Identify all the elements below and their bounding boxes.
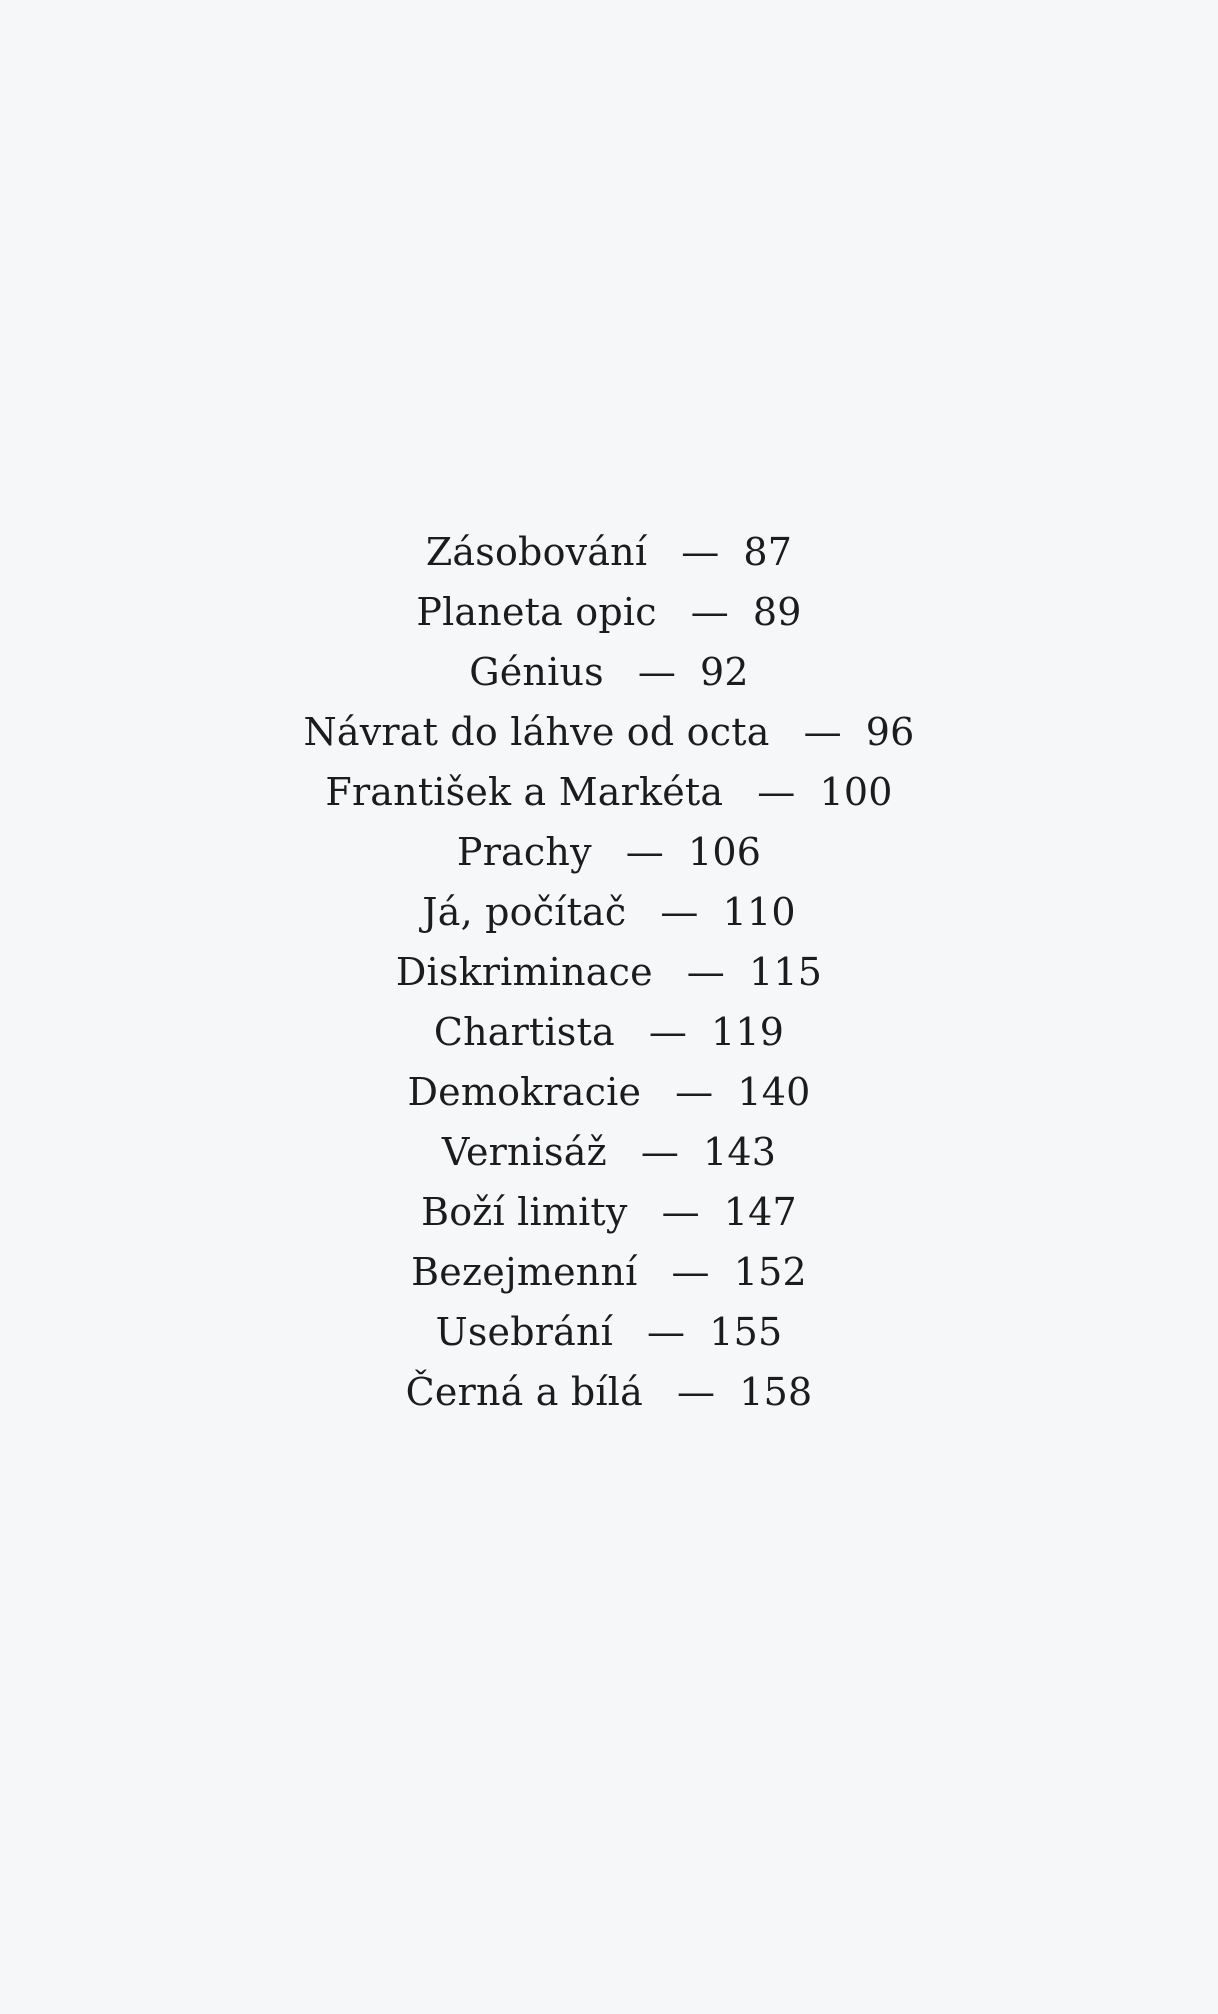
toc-entry: [0, 1062, 1218, 1122]
toc-entry-page: 147: [723, 1190, 797, 1234]
toc-entry-page: 100: [819, 770, 893, 814]
toc-entry: [0, 1002, 1218, 1062]
toc-entry: [0, 702, 1218, 762]
toc-entry: [0, 762, 1218, 822]
toc-entry-title: Vernisáž: [441, 1130, 607, 1174]
toc-entry-dash: —: [690, 590, 729, 634]
toc-entry-dash: —: [675, 1070, 714, 1114]
toc-entry-dash: —: [660, 890, 699, 934]
toc-entry: [0, 1242, 1218, 1302]
toc-entry-title: Návrat do láhve od octa: [303, 710, 770, 754]
toc-entry-page: 96: [865, 710, 915, 754]
toc-entry-page: 106: [687, 830, 762, 874]
table-of-contents: [0, 522, 1218, 1422]
toc-entry-title: František a Markéta: [325, 770, 724, 814]
toc-entry-dash: —: [625, 830, 664, 874]
toc-entry: [0, 522, 1218, 582]
toc-entry-page: 155: [709, 1310, 783, 1354]
toc-entry-dash: —: [803, 710, 842, 754]
toc-entry: [0, 582, 1218, 642]
toc-entry-dash: —: [677, 1370, 716, 1414]
toc-entry-title: Bezejmenní: [411, 1250, 638, 1294]
toc-entry-dash: —: [757, 770, 796, 814]
toc-entry-title: Usebrání: [435, 1310, 614, 1354]
toc-entry-dash: —: [661, 1190, 700, 1234]
toc-entry-title: Demokracie: [407, 1070, 642, 1114]
toc-entry: [0, 1122, 1218, 1182]
toc-entry-dash: —: [686, 950, 725, 994]
toc-entry-title: Boží limity: [421, 1190, 628, 1234]
toc-entry-page: 87: [743, 530, 793, 574]
toc-entry: [0, 642, 1218, 702]
toc-entry-page: 110: [722, 890, 796, 934]
toc-entry-dash: —: [671, 1250, 710, 1294]
toc-entry-title: Zásobování: [425, 530, 648, 574]
toc-entry-title: Chartista: [433, 1010, 615, 1054]
toc-entry-page: 92: [700, 650, 749, 694]
toc-entry-dash: —: [637, 650, 677, 694]
toc-entry-page: 89: [752, 590, 802, 634]
toc-entry-page: 158: [739, 1370, 813, 1414]
toc-entry-dash: —: [647, 1310, 686, 1354]
toc-entry-title: Prachy: [456, 830, 592, 874]
toc-entry-dash: —: [681, 530, 720, 574]
toc-entry-page: 152: [733, 1250, 807, 1294]
toc-entry-title: Diskriminace: [395, 950, 653, 994]
toc-entry-title: Černá a bílá: [405, 1370, 643, 1414]
toc-entry: [0, 1302, 1218, 1362]
toc-entry-dash: —: [640, 1130, 680, 1174]
toc-entry: [0, 822, 1218, 882]
toc-entry-dash: —: [648, 1010, 688, 1054]
toc-entry: [0, 1182, 1218, 1242]
toc-entry-title: Já, počítač: [422, 890, 627, 934]
toc-entry-page: 119: [711, 1010, 785, 1054]
toc-entry-title: Génius: [469, 650, 604, 694]
toc-entry: [0, 942, 1218, 1002]
toc-entry-page: 115: [749, 950, 823, 994]
toc-entry-page: 143: [703, 1130, 777, 1174]
toc-entry-title: Planeta opic: [416, 590, 657, 634]
toc-entry: [0, 1362, 1218, 1422]
toc-entry-page: 140: [737, 1070, 811, 1114]
toc-entry: [0, 882, 1218, 942]
